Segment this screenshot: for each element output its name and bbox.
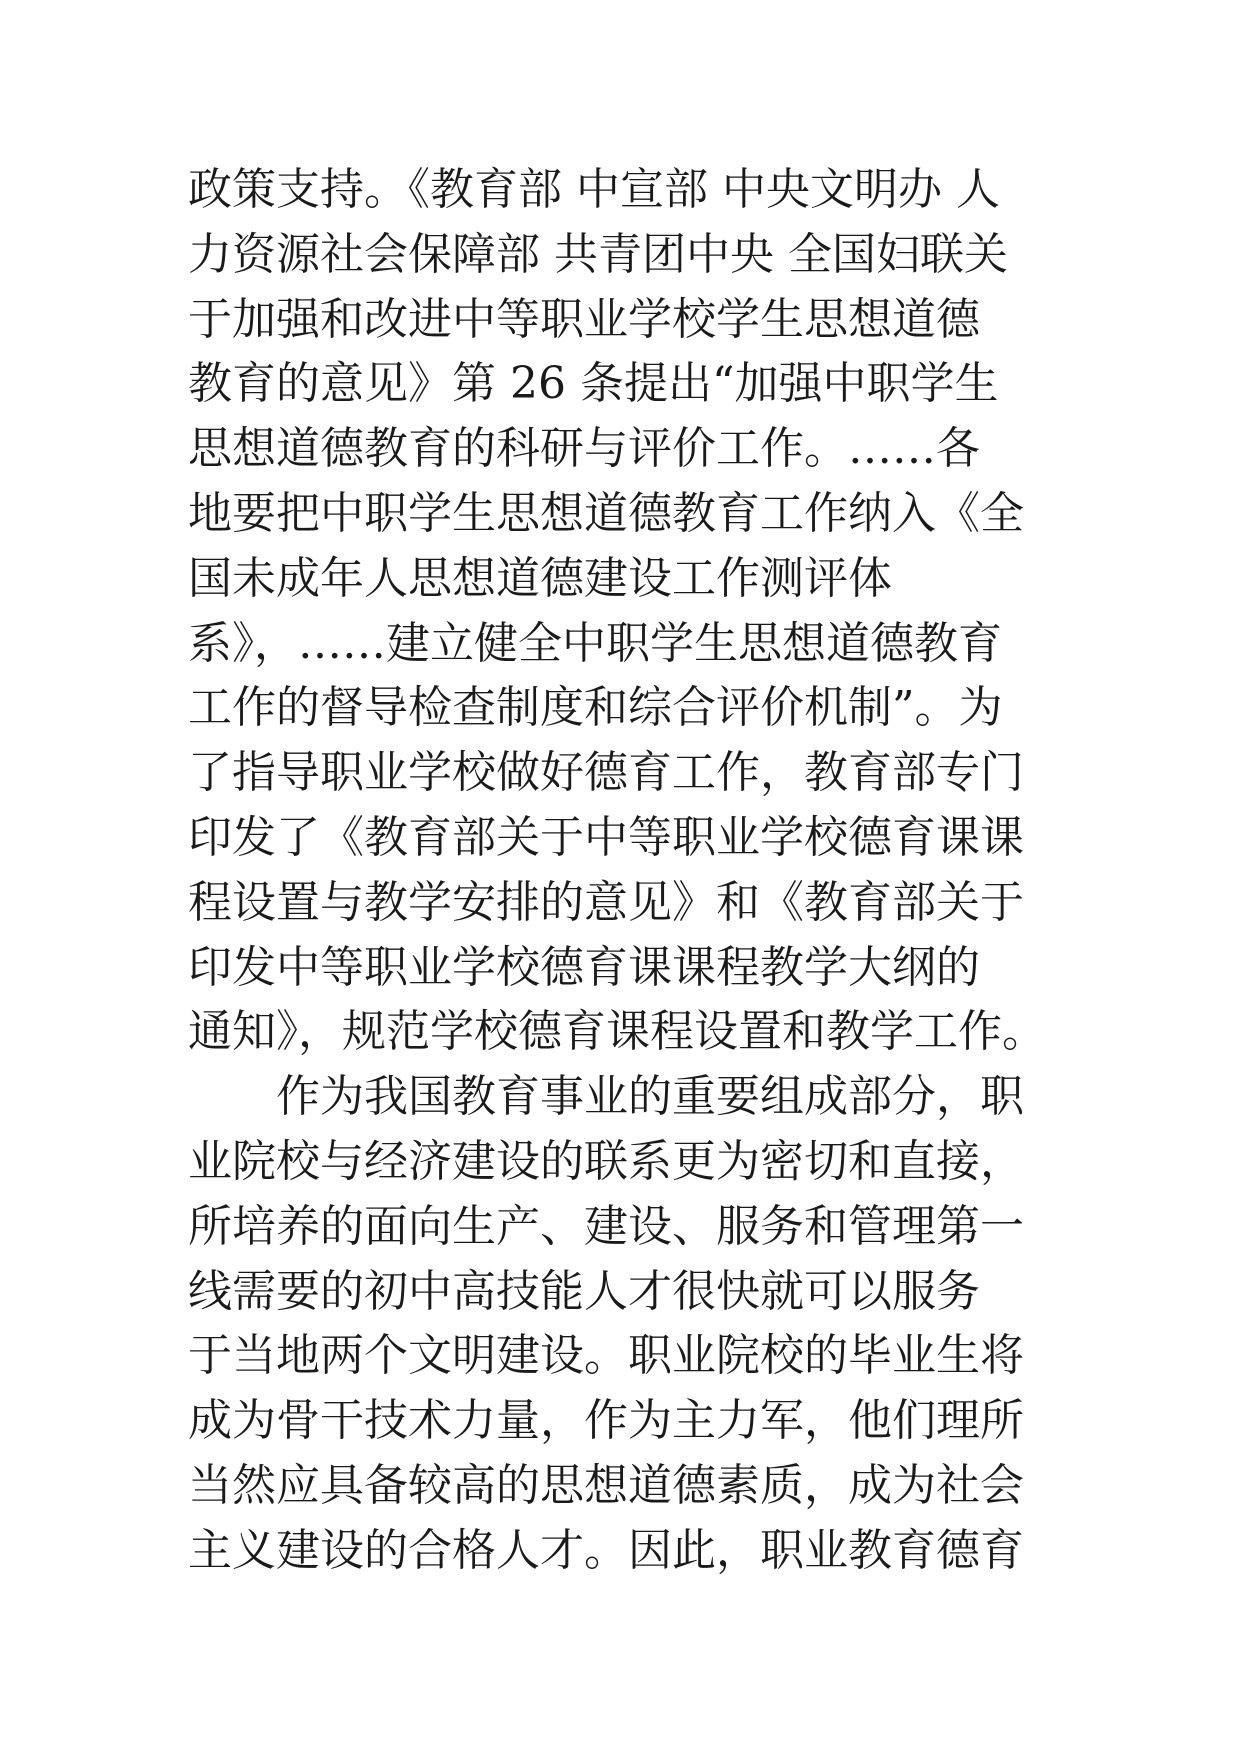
text-line: 印发了《教育部关于中等职业学校德育课课: [188, 811, 1024, 863]
text-line: 工作的督导检查制度和综合评价机制”。为: [188, 682, 1003, 734]
text-line: 力资源社会保障部 共青团中央 全国妇联关: [188, 228, 1008, 280]
text-line: 了指导职业学校做好德育工作，教育部专门: [188, 747, 1024, 799]
text-line: 于加强和改进中等职业学校学生思想道德: [188, 293, 980, 345]
text-line: 业院校与经济建设的联系更为密切和直接，: [188, 1135, 1024, 1187]
text-line: 国未成年人思想道德建设工作测评体: [188, 552, 892, 604]
text-line: 教育的意见》第 26 条提出“加强中职学生: [188, 358, 999, 410]
paragraph-start-line: 作为我国教育事业的重要组成部分，职: [188, 1071, 1024, 1123]
text-line: 通知》，规范学校德育课程设置和教学工作。: [188, 1006, 1046, 1058]
text-line: 政策支持。《教育部 中宣部 中央文明办 人: [188, 164, 1000, 215]
text-line: 所培养的面向生产、建设、服务和管理第一: [188, 1200, 1024, 1252]
text-line: 印发中等职业学校德育课课程教学大纲的: [188, 941, 980, 993]
body-text: [188, 158, 1088, 1584]
text-line: 线需要的初中高技能人才很快就可以服务: [188, 1265, 980, 1317]
text-line: 程设置与教学安排的意见》和《教育部关于: [188, 876, 1024, 928]
text-line: 主义建设的合格人才。因此，职业教育德育: [188, 1524, 1024, 1576]
text-line: 系》，……建立健全中职学生思想道德教育: [188, 617, 1002, 669]
text-line: 于当地两个文明建设。职业院校的毕业生将: [188, 1330, 1024, 1382]
text-line: 思想道德教育的科研与评价工作。……各: [188, 423, 980, 475]
text-line: 当然应具备较高的思想道德素质，成为社会: [188, 1459, 1024, 1511]
text-line: 地要把中职学生思想道德教育工作纳入《全: [188, 487, 1024, 539]
text-line: 成为骨干技术力量，作为主力军，他们理所: [188, 1395, 1024, 1447]
